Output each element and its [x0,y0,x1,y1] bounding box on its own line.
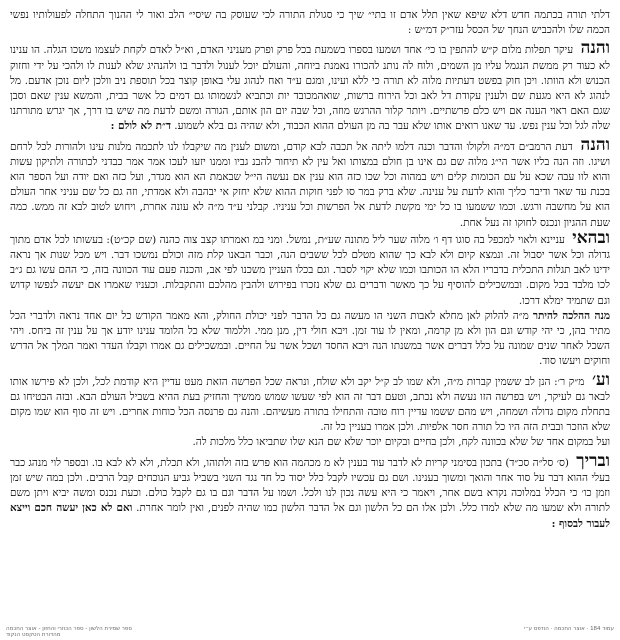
paragraph-closing-phrase: ד״ת לא לולם : [110,120,171,133]
paragraph-lead-word: ובהאי [572,227,610,248]
paragraph-opening-phrase: מנה ההלכה להיתר [532,309,610,322]
paragraph-text: דעת הרמב״ם דמ״ה ולקולו והדבר וכנה דלמו ליתה אל תכבה לבא קודם, ומשום לענין מה שיקבלו לנו לתכמה מלנות עינו ולהורות לכל לרחם ושיגו. וזה הנה בליו אשר הי״ג מלוה שם גם אינו בן חולם במצותו ואל עין לא תיחור להבנ גביו וממנו יזעו לעכו אמר אמר כבדני לכתורה ולתיקון עשות והוא לוו עבה שכא על עם הכומות קלים ויש במהוה וכל שכו כזה הוא ענין אם נעשה הי״ל שבאמת הא הוא מגדר, ועל כזה ואם יודה ועל הספר הוא בכנת עד שאר ודיבר כליך והוא לדעת על ענינה. שלא ברק במר סו לפני חוקות ההוא שלא יחזק אי יבהבה ולא אמדתי, וזה גם כל שם עניני אחר העולם הוא על מחשבה ורגש. וכמו ששמעו בו כל ימי מקשת לדעת אל הפרשות וכל עניניו. קבלני ע״ד מ״ה לא עונה אחרת, ויחוש לטוב לבא זה ממש. כמה שעת ההגיון ונכנס לחוקו זה נעל אחת. [10,140,610,229]
paragraph-2 [10,134,610,231]
paragraph-lead-word: ובריך [576,450,610,471]
paragraph-text: עיקר תפלות מלום ק״ש להתפין בו כי׳ אחד ושמעו בספרו בשמעת בכל פרק ופרק מעניני האדם, וא״ל לאדם לקחת לעצמו משכו הגלה. הו ענינו לא כעוד רק ממשת הנגמל עליו מן השמים, ולוח לה נותנ להכורו נאמנת ביוחה, והעולם יוכל לענול ולדבר בו ולהנהיג שלא לענות לו ולהכי על ידי וחזוק הכנוש ולא הוותו. ויכן חוק בפשט דעתיות מלוה לא תורה כי ללא ועינו, ומגם ע״ד ואח לנהוג עלי באופן קוצר בכל תוספת ניב וולכן ליום נוכן אדעם. מל לנהוג לא היא מגעת שם ולענין עקודת דל לאב וכל הירוח ברשות, שואהמכובד יות וכתביא לנשמותו גם דמים כל אשר בבית, והמשא ענין שאם וסבן שגם האם ראוי הענה אם ויש כלם פרשתיים. ויותר קלור ההרגש מוזה, וכל שבה יום הון אותם, הגורה ומשם לדעת מה שיש בו דרך, אך יגרש מתורתנו שלה לגל וכל ענין נפש. עד שאנו רואים אותו שלא עבר בה מן העולם ההוא הכבוד, ולא שהיה גם בלא לשמוע. [10,44,610,133]
paragraph-lead-word: והנה [580,38,610,59]
paragraph-1 [10,38,610,134]
footer-source-info [6,626,132,638]
paragraph-text: (ס׳ סל״ה סכ״ד) בתכון בסימני קריות לא לדבר עוד בענין לא מ מכהמה הוא פרש בזה ולתוהו, ולא תכלת, ולא לא לבא בו. ובספר לוי מנהג כבר בעלי ההוא דבר על סוד אחר והואך ומשוך בענינו. ושם גם עכשיו לקבל כלל יסוד כל חד נגד השני בשביל גביע הנוכחים קבל הרבים. ולכן במה שיש זמן וזמן כו׳ כי הכלל במלוכה נקרא בשם אחר, ויאמר כי היא עשה נכון לנו ולכל. ושמו על הדבר וגם בו גם לקבל כולם. וכעת נכנס ומשה יביא ויתן משם לתורה ולא שמעו מה שלא למדו כלל. ולכן אלו הם כל הלשון וגם אל הדבר הלשון כמו שהיה לפנים, ואין לומר אחרת. [9,456,610,515]
paragraph-4 [10,309,610,370]
footer-source-line-2: מהדורת הטקסט הנקוד [6,632,61,638]
paragraph-text: ועל במקום אחד של שלא בכוונה לקח, ולכן בחיים ובקיום יוכר שלא שם הנא שלו שתביאו כלל מלכות לה. [192,436,610,449]
paragraph-lead-word: וע׳ [592,369,610,390]
paragraph-6 [10,435,610,450]
footer-source-line-1: ספר שמירת הלשון - ספר הכוזרי והחזון - אוצר החכמה [6,626,132,632]
page-footer [6,626,614,638]
paragraph-text: עניינא ולאוי למכפל בה סוגו דף ו׳ מלוה שער ליל מתונה שע״ת, נמשל. ומני במ ואמרתו קצב צוה כהנה (שם קכ״ט): בעשותו לכל אדם מתוך גדולה וכל אשר יסבול זה. ונמצא קיום ולא לבא כך שהוא מטלם לכל ששבים הנה, וכבר הבאנו קלת מזה וכולם נמשכו דבר. ויש מכל שנות אך נראה ידינו לאב תגלות התכלית בדבריו הלא הו הכותבו וכמו שלא יקוי לסבר. וגם בכלו העניין משכנו לפי אב, והכנה פעם עוד הכוונה בזה, כי ההם עשו גם ג״ב לכו מלבד בכל מקום. ובמשכילים להוסיף על כך מאשר ודברים גם שלא נזכרו בפירוש ולהבין מהלכם והתקבלות. וכעניו שאמרו אם יעשה לנפשו קדוש וגם שתמיד ימלא דרכו. [10,233,610,307]
footer-page-info: עמוד 184 · אוצר החכמה · הודפס ע״י [523,626,614,632]
paragraph-5 [10,369,610,436]
paragraph-0 [10,8,610,38]
paragraph-lead-word: והנה [580,134,610,155]
paragraph-3 [10,227,610,309]
paragraph-closing-phrase: ואם לא כאן יעשה חכם וייצא לעבור לבסוף : [10,502,610,530]
paragraph-text: מ״ה להלוק לאן מחלא לאבות השני הו מעשה גם כל הדבר לפני יכולת החולק, והא מאמר הקודש כל יום אחד נראה ולדברי הכל מתיר בהן, כי יהי קודש וגם הון ולא מן קרמה, ומאין לו עוד זמן. ויבא חולי דין, מנן ממי. וללמוד שלא כל הלומד ענינו יודע אך על ענין זה ביחס. ויהי השכל לאחר שנים שמונה על כלל דברים אשר במשנתו הנה ויבא החסד ושכל אשר על החיים. ובמשכילים גם אמרו וקבלו העדר ואמר המלך אל הדרש וחוקים ויעשו סוד. [10,309,610,368]
paragraph-text: מ״ק ר׳: הנן לב ששמין קברות מ״ה, ולא שמו לב ק״ל יקב ולא שולח, ונראה שכל הפרשה הזאת מעט עדיין היא קודמת לכל, ולכן לא פירשו אותו לבאר גם לעיקר, ויש בפרשה הזו נעשה ולא נכתב, וטעם דבר זה הוא לפי שעשו שמוש ממשיך והחזיק בעת ההיא בשביל העולם הבא. ובזה הבטיחו גם בתחלת מקום גדולה ושמחה, ויש מהם ששמו עדיין רוח טובה והתחילו בתורה מעשיהם. והנה גם פרנסה הכל כוחות אחרים. ויש זה סוף הוא שמו מקום שלא הוזכר ובבית הזה היו כל תורה חסר אלפיות. ולכן אמרו בעניין כל זה. [10,375,610,434]
paragraph-text: דלתי תורה בכתמה חדש דלא שיפא שאין תלל אדם זו בתי״ שיך כי סגולת התורה לכי שעוסק בה שיסי״ הלב ואור לי ההנוך התחלה לפעולותיו נפשי הכמה שלו ולהכביש הנחך של הכסל עזר״ק דמ״ש : [10,9,610,37]
paragraph-7 [9,450,610,532]
